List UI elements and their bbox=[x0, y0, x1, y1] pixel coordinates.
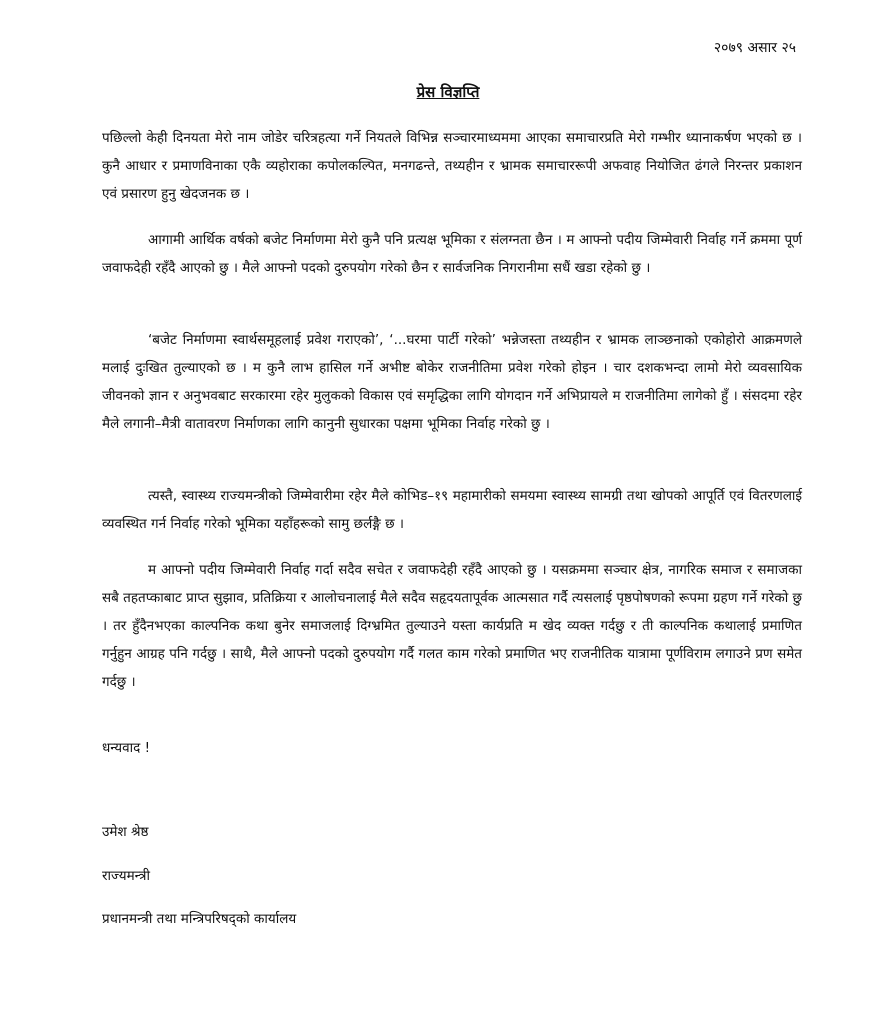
signatory-name: उमेश श्रेष्ठ bbox=[102, 824, 149, 840]
signatory-title: राज्यमन्त्री bbox=[102, 868, 150, 884]
paragraph-3: ‘बजेट निर्माणमा स्वार्थसमूहलाई प्रवेश गराएको’, ‘...घरमा पार्टी गरेको’ भन्नेजस्ता तथ्यहीन र भ्रामक लाञ्छनाको एकोहोरो आक्रमणले मलाई दुःखित तुल्याएको छ । म कुनै लाभ हासिल गर्ने अभीष्ट बोकेर राजनीतिमा प्रवेश गरेको होइन । चार दशकभन्दा लामो मेरो व्यवसायिक जीवनको ज्ञान र अनुभवबाट सरकारमा रहेर मुलुकको विकास एवं समृद्धिका लागि योगदान गर्ने अभिप्रायले म राजनीतिमा लागेको हुँ । संसदमा रहेर मैले लगानी–मैत्री वातावरण निर्माणका लागि कानुनी सुधारका पक्षमा भूमिका निर्वाह गरेको छु । bbox=[102, 332, 802, 432]
paragraph-5: म आफ्नो पदीय जिम्मेवारी निर्वाह गर्दा सदैव सचेत र जवाफदेही रहँदै आएको छु । यसक्रममा सञ्चार क्षेत्र, नागरिक समाज र समाजका सबै तहतप्काबाट प्राप्त सुझाव, प्रतिक्रिया र आलोचनालाई मैले सदैव सहृदयतापूर्वक आत्मसात गर्दै त्यसलाई पृष्ठपोषणको रूपमा ग्रहण गर्ने गरेको छु । तर हुँदैनभएका काल्पनिक कथा बुनेर समाजलाई दिग्भ्रमित तुल्याउने यस्ता कार्यप्रति म खेद व्यक्त गर्दछु र ती काल्पनिक कथालाई प्रमाणित गर्नुहुन आग्रह पनि गर्दछु । साथै, मैले आफ्नो पदको दुरुपयोग गर्दै गलत काम गरेको प्रमाणित भए राजनीतिक यात्रामा पूर्णविराम लगाउने प्रण समेत गर्दछु । bbox=[102, 562, 802, 690]
paragraph-1: पछिल्लो केही दिनयता मेरो नाम जोडेर चरित्रहत्या गर्ने नियतले विभिन्न सञ्चारमाध्यममा आएका समाचारप्रति मेरो गम्भीर ध्यानाकर्षण भएको छ । कुनै आधार र प्रमाणविनाका एकै व्यहोराका कपोलकल्पित, मनगढन्ते, तथ्यहीन र भ्रामक समाचाररूपी अफवाह नियोजित ढंगले निरन्तर प्रकाशन एवं प्रसारण हुनु खेदजनक छ । bbox=[102, 130, 802, 202]
paragraph-2: आगामी आर्थिक वर्षको बजेट निर्माणमा मेरो कुनै पनि प्रत्यक्ष भूमिका र संलग्नता छैन । म आफ्नो पदीय जिम्मेवारी निर्वाह गर्ने क्रममा पूर्ण जवाफदेही रहँदै आएको छु । मैले आफ्नो पदको दुरुपयोग गरेको छैन र सार्वजनिक निगरानीमा सधैं खडा रहेको छु । bbox=[102, 232, 802, 276]
document-title: प्रेस विज्ञप्ति bbox=[416, 83, 480, 101]
signatory-office: प्रधानमन्त्री तथा मन्त्रिपरिषद्को कार्यालय bbox=[102, 911, 297, 927]
paragraph-4: त्यस्तै, स्वास्थ्य राज्यमन्त्रीको जिम्मेवारीमा रहेर मैले कोभिड–१९ महामारीको समयमा स्वास्थ्य सामग्री तथा खोपको आपूर्ति एवं वितरणलाई व्यवस्थित गर्न निर्वाह गरेको भूमिका यहाँहरूको सामु छर्लङ्गै छ । bbox=[102, 488, 802, 532]
closing-thanks: धन्यवाद ! bbox=[102, 740, 150, 756]
document-date: २०७९ असार २५ bbox=[713, 40, 796, 56]
